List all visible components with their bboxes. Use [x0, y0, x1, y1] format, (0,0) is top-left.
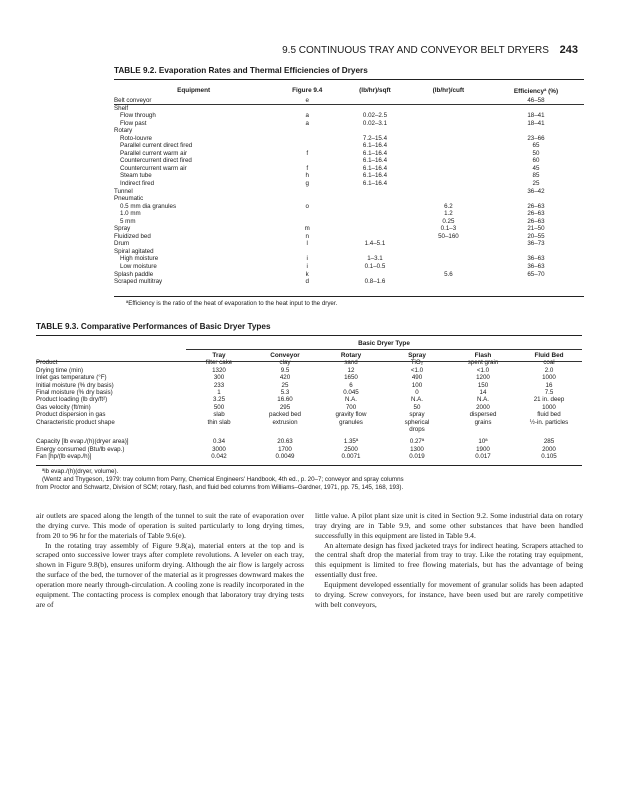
table-cell-cuft	[409, 165, 488, 173]
table-9-2-footnote: ªEfficiency is the ratio of the heat of evaporation to the heat input to the dryer.	[126, 300, 338, 307]
table-cell-fig: k	[305, 270, 309, 278]
table-cell-eff: 25	[532, 180, 540, 188]
table-cell-sqft	[341, 105, 409, 113]
table-cell-sqft	[341, 188, 409, 196]
table-9-3	[36, 352, 582, 461]
table-cell-name: Splash paddle	[114, 270, 154, 278]
table-cell-cuft	[409, 180, 488, 188]
running-head-title: 9.5 CONTINUOUS TRAY AND CONVEYOR BELT DRYERS	[282, 45, 549, 56]
row-label: Capacity [lb evap./(h)(dryer area)]	[36, 438, 129, 446]
row-label: Product	[36, 359, 58, 367]
table-cell-eff	[488, 127, 584, 135]
table-cell-cuft	[409, 248, 488, 256]
table-cell-fig: d	[305, 278, 309, 286]
table-cell-cuft	[409, 263, 488, 271]
table-cell-fig	[273, 105, 341, 113]
table-cell: 0.017	[475, 453, 491, 461]
table-cell: 1	[217, 389, 221, 397]
table-cell-fig: e	[305, 97, 309, 104]
table-cell-cuft	[409, 135, 488, 143]
table-9-3-header-cell: Flash	[474, 352, 492, 359]
table-cell: extrusion	[272, 418, 298, 426]
table-cell: 1.35ª	[343, 438, 359, 446]
running-head	[282, 44, 578, 56]
table-cell: spent grain	[467, 359, 499, 367]
table-cell-eff: 36–42	[527, 187, 545, 195]
row-label: Drying time (min)	[36, 366, 84, 374]
table-cell-cuft	[409, 172, 488, 180]
table-cell-fig: i	[306, 255, 308, 263]
table-9-3-header-cell: Conveyor	[270, 352, 300, 359]
table-cell: spray	[409, 411, 425, 419]
paragraph: An alternate design has fixed jacketed trays for indirect heating. Scrapers attached to the central shaft drop the material from tray to tray. Like the rotating tray equipment, this equipment is limited to free flowing materials, but has the advantage of being essentially dust free.	[315, 540, 583, 580]
table-cell: thin slab	[207, 418, 231, 426]
table-cell-name: Parallel current warm air	[120, 149, 188, 157]
table-cell-sqft: 6.1–16.4	[362, 149, 388, 157]
table-cell: 420	[279, 374, 291, 382]
table-cell-sqft	[341, 127, 409, 135]
table-row	[114, 150, 584, 158]
table-row	[36, 367, 582, 374]
table-9-3-footnote-2: (Wentz and Thygeson, 1979: tray column from Perry, Chemical Engineers' Handbook, 4th ed., p. 20–7; conveyor and spray columns	[42, 476, 404, 483]
table-cell-fig: h	[305, 172, 309, 180]
table-9-3-bottom-rule	[36, 465, 582, 466]
row-label	[36, 426, 186, 433]
table-cell-sqft	[341, 203, 409, 211]
table-row	[114, 188, 584, 196]
table-cell: 295	[279, 403, 291, 411]
table-9-3-footnote-3: from Proctor and Schwartz, Division of SCM; rotary, flash, and fluid bed columns from Williams–Gardner, 1971, pp. 75, 145, 168, 193).	[36, 484, 404, 491]
table-row	[114, 278, 584, 286]
table-row	[36, 374, 582, 381]
table-cell	[450, 426, 516, 433]
table-9-3-footnote-1: ªlb evap./(h)(dryer, volume).	[42, 468, 119, 475]
table-cell-cuft	[409, 105, 488, 113]
table-row	[114, 172, 584, 180]
table-row	[114, 157, 584, 165]
table-cell-name: Flow past	[120, 119, 147, 127]
table-cell-eff: 23–66	[527, 134, 545, 142]
table-9-3-top-rule	[36, 335, 582, 336]
table-cell: 3000	[212, 445, 226, 453]
table-cell-sqft	[341, 233, 409, 241]
row-label: Gas velocity (ft/min)	[36, 403, 91, 411]
table-cell-fig	[273, 188, 341, 196]
table-cell-sqft: 6.1–16.4	[362, 180, 388, 188]
table-cell-sqft	[341, 195, 409, 203]
table-cell-sqft	[341, 218, 409, 226]
table-9-2-header-cell: Figure 9.4	[292, 87, 323, 94]
table-9-2-title: Evaporation Rates and Thermal Efficiencies of Dryers	[158, 66, 368, 75]
table-cell-sqft: 6.1–16.4	[362, 172, 388, 180]
table-9-3-group-rule	[186, 349, 582, 350]
table-row	[114, 105, 584, 113]
row-label: Product dispersion in gas	[36, 411, 106, 419]
table-row	[114, 135, 584, 143]
table-cell-eff: 60	[532, 157, 540, 165]
table-9-3-title: Comparative Performances of Basic Dryer Types	[80, 322, 271, 331]
table-cell: 1320	[212, 366, 226, 374]
body-column-left	[36, 511, 304, 609]
table-9-2-caption	[114, 66, 368, 75]
paragraph: Equipment developed essentially for movement of granular solids has been adapted to drying. Screw conveyors, for instance, have been used but are rarely competitive with belt conveyors,	[315, 579, 583, 609]
table-cell-name: Spiral agitated	[114, 247, 154, 255]
table-cell	[186, 426, 252, 433]
table-cell-eff: 36–63	[527, 263, 545, 271]
table-cell-name: 1.0 mm	[120, 210, 141, 218]
table-cell-eff	[488, 105, 584, 113]
table-cell: 1200	[476, 374, 490, 382]
table-9-3-label: TABLE 9.3.	[36, 322, 79, 331]
table-9-3-body	[36, 359, 582, 460]
table-cell: 7.5	[544, 389, 554, 397]
table-cell: 16	[545, 381, 553, 389]
table-cell-eff: 45	[532, 164, 540, 172]
table-cell-eff: 65–70	[527, 270, 545, 278]
table-cell: 2000	[542, 445, 556, 453]
table-9-2-header-row	[114, 87, 584, 97]
table-cell-name: Scraped multitray	[114, 278, 163, 286]
table-cell-fig: f	[306, 164, 309, 172]
table-cell-name: Belt conveyor	[114, 97, 152, 104]
row-label: Final moisture (% dry basis)	[36, 389, 113, 397]
table-cell-cuft: 6.2	[444, 202, 453, 210]
table-cell-fig	[273, 127, 341, 135]
table-row	[114, 203, 584, 211]
table-cell-eff: 50	[532, 149, 540, 157]
table-cell: 20.63	[277, 438, 293, 446]
table-cell: 10ª	[478, 438, 488, 446]
table-row	[114, 248, 584, 256]
table-cell: 1300	[410, 445, 424, 453]
table-cell-fig	[273, 248, 341, 256]
row-label: Initial moisture (% dry basis)	[36, 381, 114, 389]
table-9-2-body	[114, 97, 584, 286]
table-row	[114, 120, 584, 128]
table-cell-fig	[273, 142, 341, 150]
table-cell-eff: 26–63	[527, 217, 545, 225]
table-cell: 233	[213, 381, 225, 389]
table-cell-name: Low moisture	[120, 263, 157, 271]
table-cell-eff: 18–41	[527, 119, 545, 127]
table-9-3-header-cell: Spray	[408, 352, 426, 359]
table-cell-eff	[488, 278, 584, 286]
table-cell-name: Steam tube	[120, 172, 152, 180]
row-label: Energy consumed (Btu/lb evap.)	[36, 445, 125, 453]
table-9-2-header-cell: (lb/hr)/cuft	[432, 87, 465, 94]
table-cell: dispersed	[469, 411, 497, 419]
table-row	[36, 453, 582, 460]
table-row	[114, 233, 584, 241]
table-cell: slab	[213, 411, 225, 419]
table-cell-cuft	[409, 240, 488, 248]
row-label: Characteristic product shape	[36, 418, 115, 426]
table-row	[114, 112, 584, 120]
table-cell-fig	[273, 157, 341, 165]
table-cell-sqft: 6.1–16.4	[362, 164, 388, 172]
paragraph: In the rotating tray assembly of Figure 9.8(a), material enters at the top and is scraped onto successive lower trays after complete revolutions. A leveler on each tray, shown in Figure 9.8(b), ensures uniform drying. Although the air flow is largely across the surface of the bed, the turnover of the material as it progresses downward makes the operation more nearly through-circulation. A cooling zone is readily incorporated in the equipment. The contacting process is complex enough that laboratory tray drying tests are of	[36, 540, 304, 609]
table-cell-cuft	[409, 127, 488, 135]
table-row	[36, 382, 582, 389]
table-cell-eff: 46–58	[527, 97, 545, 104]
table-cell-fig	[273, 210, 341, 218]
table-cell: 1650	[344, 374, 358, 382]
table-cell-eff: 20–55	[527, 232, 545, 240]
table-cell: 0.27ª	[409, 438, 425, 446]
table-row	[114, 255, 584, 263]
table-cell: 14	[479, 389, 487, 397]
table-cell-cuft	[409, 278, 488, 286]
table-cell-name: Flow through	[120, 112, 156, 120]
table-9-2	[114, 87, 584, 286]
table-cell: 0.105	[541, 453, 557, 461]
table-cell: 16.60	[277, 396, 293, 404]
table-cell-fig	[273, 135, 341, 143]
table-row	[36, 446, 582, 453]
table-9-3-group-header: Basic Dryer Type	[358, 340, 410, 347]
table-cell-name: Countercurrent direct fired	[120, 157, 192, 165]
paragraph: little value. A pilot plant size unit is cited in Section 9.2. Some industrial data on rotary tray drying are in Table 9.9, and some other substances that have been handled successfully in this equipment are listed in Table 9.4.	[315, 511, 583, 540]
row-label: Product loading (lb dry/ft²)	[36, 396, 108, 404]
body-column-right	[315, 511, 583, 609]
table-cell: <1.0	[476, 366, 490, 374]
table-cell-sqft: 1.4–5.1	[364, 240, 386, 248]
table-9-3-header-cell: Rotary	[340, 352, 362, 359]
table-row	[114, 263, 584, 271]
table-cell-name: Countercurrent warm air	[120, 164, 187, 172]
table-cell: 150	[477, 381, 489, 389]
table-row	[36, 411, 582, 418]
table-cell: fluid bed	[537, 411, 561, 419]
table-cell: ½-in. particles	[529, 418, 569, 426]
table-cell: N.A.	[344, 396, 358, 404]
table-cell: 100	[411, 381, 423, 389]
table-cell-sqft	[341, 271, 409, 279]
table-cell-cuft: 0.25	[442, 217, 455, 225]
table-cell-sqft: 6.1–16.4	[362, 157, 388, 165]
table-cell-name: High moisture	[120, 255, 159, 263]
table-cell-cuft	[409, 255, 488, 263]
table-row	[114, 271, 584, 279]
table-row	[114, 195, 584, 203]
table-row	[36, 419, 582, 426]
table-cell-eff: 85	[532, 172, 540, 180]
table-cell-fig: g	[305, 180, 309, 188]
table-cell-name: Drum	[114, 240, 130, 248]
table-cell-sqft: 6.1–16.4	[362, 142, 388, 150]
table-cell: 490	[411, 374, 423, 382]
table-cell-cuft	[409, 188, 488, 196]
table-cell: 50	[413, 403, 421, 411]
table-cell-name: Spray	[114, 225, 131, 233]
table-9-2-label: TABLE 9.2.	[114, 66, 157, 75]
table-cell-eff: 18–41	[527, 112, 545, 120]
table-cell-name: Parallel current direct fired	[120, 142, 193, 150]
table-cell-sqft: 0.02–3.1	[362, 119, 388, 127]
table-cell-name: Shelf	[114, 104, 129, 112]
table-cell-eff: 36–63	[527, 255, 545, 263]
table-cell-cuft: 0.1–3	[440, 225, 457, 233]
table-cell-name: 5 mm	[120, 217, 136, 225]
table-cell-fig: i	[306, 263, 308, 271]
table-cell-name: Tunnel	[114, 187, 133, 195]
table-cell-cuft	[409, 157, 488, 165]
row-label: Inlet gas temperature (°F)	[36, 374, 107, 382]
table-cell-cuft	[409, 195, 488, 203]
table-cell-sqft: 0.02–2.5	[362, 112, 388, 120]
table-cell-sqft: 7.2–15.4	[362, 134, 388, 142]
table-row	[36, 389, 582, 396]
table-9-2-bottom-rule	[114, 296, 584, 297]
table-cell: coal	[543, 359, 555, 367]
page-number: 243	[559, 44, 578, 56]
table-cell: 5.3	[280, 389, 290, 397]
table-cell-fig: l	[306, 240, 308, 248]
table-cell-fig	[273, 218, 341, 226]
table-cell: 1000	[542, 374, 556, 382]
table-cell: 1000	[542, 403, 556, 411]
table-cell-sqft	[341, 248, 409, 256]
table-cell	[252, 426, 318, 433]
table-cell-fig: a	[305, 112, 309, 120]
table-cell: 12	[347, 366, 355, 374]
table-9-2-header-rule	[114, 104, 584, 105]
table-cell-name: 0.5 mm dia granules	[120, 202, 177, 210]
table-9-3-caption	[36, 322, 271, 331]
table-row	[114, 127, 584, 135]
table-row	[114, 225, 584, 233]
table-row	[114, 180, 584, 188]
table-cell-cuft: 5.6	[444, 270, 453, 278]
table-cell-fig: m	[304, 225, 310, 233]
table-row	[36, 404, 582, 411]
table-9-2-top-rule	[114, 79, 584, 80]
table-cell-cuft	[409, 142, 488, 150]
table-cell-name: Rotary	[114, 127, 133, 135]
table-cell: 1700	[278, 445, 292, 453]
table-cell-name: Pneumatic	[114, 195, 144, 203]
table-cell: gravity flow	[335, 411, 367, 419]
table-9-2-header-cell: (lb/hr)/sqft	[359, 87, 391, 94]
table-cell: 285	[543, 438, 555, 446]
table-cell-sqft: 1–3.1	[367, 255, 383, 263]
table-cell: 0.0049	[275, 453, 295, 461]
table-cell: 3.25	[212, 396, 226, 404]
table-cell: 2.0	[544, 366, 554, 374]
table-cell: 0.019	[409, 453, 425, 461]
table-cell-cuft	[409, 112, 488, 120]
table-cell-cuft: 50–160	[438, 232, 459, 240]
table-cell-fig: n	[305, 232, 309, 240]
table-row	[36, 426, 582, 433]
table-cell-eff: 21–50	[527, 225, 545, 233]
table-cell-name: Fluidized bed	[114, 232, 151, 240]
table-cell: spherical	[404, 418, 430, 426]
table-9-3-header-row	[36, 352, 582, 359]
table-cell: N.A.	[410, 396, 424, 404]
table-cell: 0.0071	[341, 453, 361, 461]
table-cell-fig	[273, 195, 341, 203]
table-9-3-header-cell: Tray	[212, 352, 226, 359]
table-cell-sqft	[341, 225, 409, 233]
table-cell-sqft	[341, 210, 409, 218]
table-cell: 0.042	[211, 453, 227, 461]
table-cell: 9.5	[280, 366, 290, 374]
table-cell: grains	[474, 418, 492, 426]
table-cell: filter cake	[205, 359, 233, 367]
table-cell-name: Indirect fired	[120, 180, 155, 188]
table-cell-fig: f	[306, 149, 309, 157]
table-cell: 6	[349, 381, 353, 389]
table-cell-sqft: 0.8–1.6	[364, 278, 386, 286]
table-cell-fig: a	[305, 119, 309, 127]
table-cell: 2500	[344, 445, 358, 453]
table-cell: TiO₂	[410, 359, 424, 367]
table-cell: granules	[339, 418, 363, 426]
table-cell-cuft: 1.2	[444, 210, 453, 218]
table-cell: 25	[281, 381, 289, 389]
table-cell-eff: 36–73	[527, 240, 545, 248]
table-cell-eff	[488, 248, 584, 256]
table-cell: 0.045	[343, 389, 359, 397]
table-cell: 300	[213, 374, 225, 382]
table-9-2-header-cell: Efficiencyª (%)	[513, 88, 559, 95]
table-cell-cuft	[409, 150, 488, 158]
table-cell-eff: 65	[532, 142, 540, 150]
table-cell-fig: o	[305, 202, 309, 210]
table-cell: 500	[213, 403, 225, 411]
table-row	[114, 142, 584, 150]
table-row	[114, 218, 584, 226]
table-cell: 0.34	[212, 438, 226, 446]
table-9-2-header-cell: Equipment	[177, 87, 211, 94]
table-cell: 0	[415, 389, 419, 397]
table-cell-cuft	[409, 120, 488, 128]
table-cell-eff: 26–63	[527, 210, 545, 218]
table-row	[114, 210, 584, 218]
table-cell-eff	[488, 195, 584, 203]
table-cell: drops	[409, 426, 425, 434]
table-cell: N.A.	[476, 396, 490, 404]
table-cell: clay	[279, 359, 291, 367]
table-cell	[516, 426, 582, 433]
table-cell: 2000	[476, 403, 490, 411]
table-cell-sqft: 0.1–0.5	[364, 263, 386, 271]
paragraph: air outlets are spaced along the length of the tunnel to suit the rate of evaporation over the drying curve. This mode of operation is suited particularly to long drying times, from 20 to 96 hr for the materials of Table 9.6(e).	[36, 511, 304, 540]
table-row	[114, 165, 584, 173]
table-row	[36, 396, 582, 403]
table-9-3-header-rule	[36, 361, 582, 362]
table-cell: 700	[345, 403, 357, 411]
table-9-3-header-cell: Fluid Bed	[534, 352, 564, 359]
table-cell: 1900	[476, 445, 490, 453]
table-cell	[318, 426, 384, 433]
row-label: Fan [hp/(lb evap./h)]	[36, 453, 92, 461]
table-cell: packed bed	[269, 411, 301, 419]
table-cell-name: Roto-louvre	[120, 134, 152, 142]
table-row	[36, 438, 582, 445]
table-row	[114, 240, 584, 248]
table-cell: 21 in. deep	[533, 396, 565, 404]
table-cell: <1.0	[410, 366, 424, 374]
table-cell-eff: 26–63	[527, 202, 545, 210]
table-cell: sand	[344, 359, 358, 367]
